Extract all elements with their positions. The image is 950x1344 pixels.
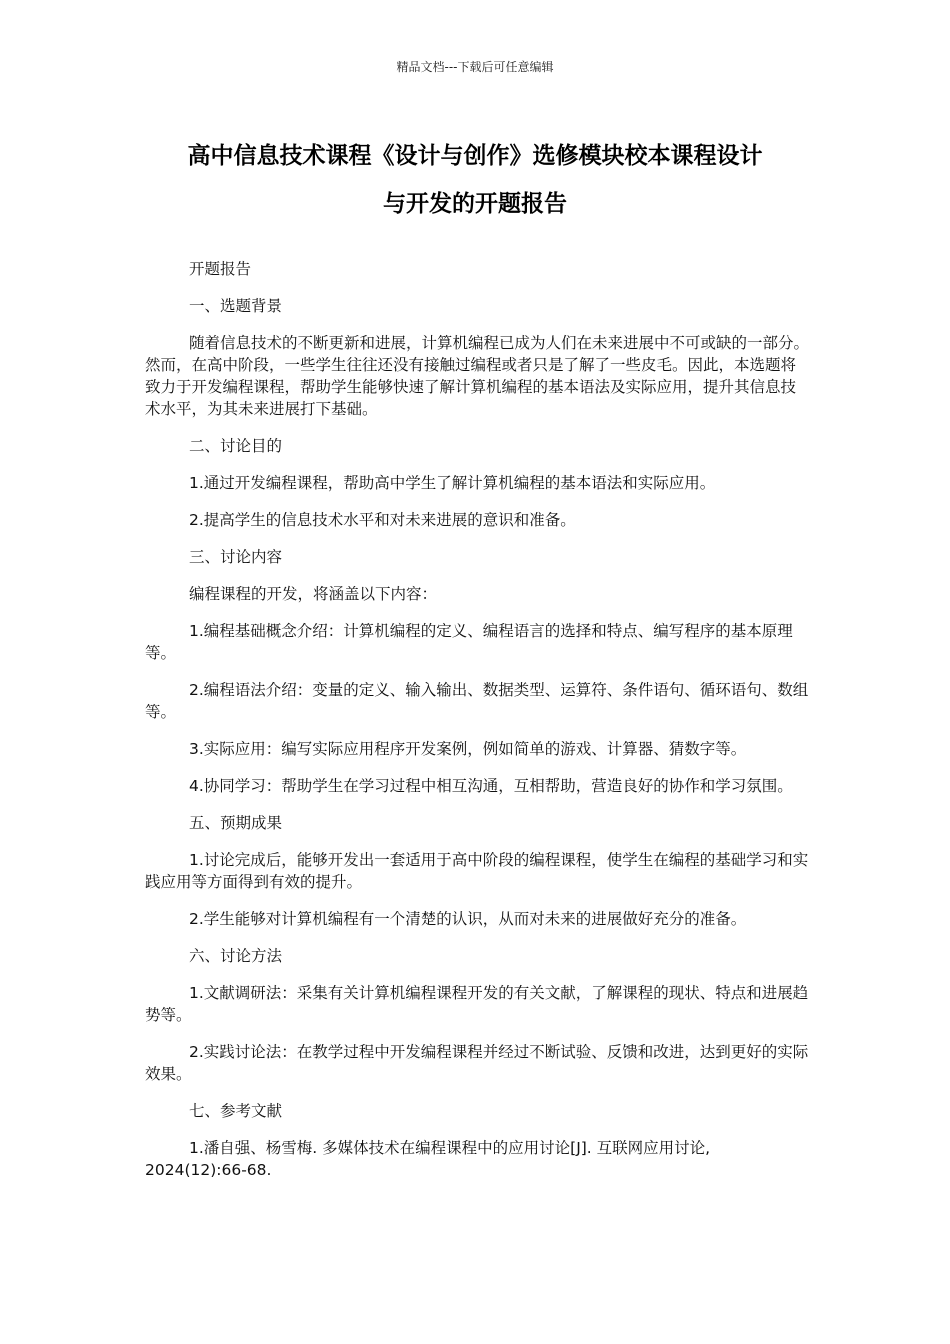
paragraph-outcome-2: 2.学生能够对计算机编程有一个清楚的认识，从而对未来的进展做好充分的准备。 [189, 910, 747, 928]
paragraph-background: 随着信息技术的不断更新和进展，计算机编程已成为人们在未来进展中不可或缺的一部分。然而，在高中阶段，一些学生往往还没有接触过编程或者只是了解了一些皮毛。因此，本选题将致力于开发编程课程，帮助学生能够快速了解计算机编程的基本语法及实际应用，提升其信息技术水平，为其未来进展打下基础。 [145, 334, 810, 418]
paragraph-purpose-1: 1.通过开发编程课程，帮助高中学生了解计算机编程的基本语法和实际应用。 [189, 474, 716, 492]
title-line-2: 与开发的开题报告 [383, 191, 567, 217]
section-heading-methods: 六、讨论方法 [189, 947, 283, 965]
paragraph-outcome-1: 1.讨论完成后，能够开发出一套适用于高中阶段的编程课程，使学生在编程的基础学习和实践应用等方面得到有效的提升。 [145, 851, 809, 891]
report-label: 开题报告 [189, 260, 252, 278]
paragraph-content-3: 3.实际应用：编写实际应用程序开发案例，例如简单的游戏、计算器、猜数字等。 [189, 740, 747, 758]
paragraph-content-1: 1.编程基础概念介绍：计算机编程的定义、编程语言的选择和特点、编写程序的基本原理等。 [145, 622, 793, 662]
paragraph-content-intro: 编程课程的开发，将涵盖以下内容： [189, 585, 438, 603]
paragraph-content-4: 4.协同学习：帮助学生在学习过程中相互沟通，互相帮助，营造良好的协作和学习氛围。 [189, 777, 793, 795]
document-title [120, 132, 830, 228]
section-heading-purpose: 二、讨论目的 [189, 437, 283, 455]
title-line-1: 高中信息技术课程《设计与创作》选修模块校本课程设计 [187, 143, 763, 169]
section-heading-outcomes: 五、预期成果 [189, 814, 283, 832]
section-heading-content: 三、讨论内容 [189, 548, 283, 566]
paragraph-method-1: 1.文献调研法：采集有关计算机编程课程开发的有关文献，了解课程的现状、特点和进展趋势等。 [145, 984, 809, 1024]
reference-item-1: 1.潘自强、杨雪梅. 多媒体技术在编程课程中的应用讨论[J]. 互联网应用讨论, 2024(12):66-68. [145, 1139, 711, 1179]
paragraph-content-2: 2.编程语法介绍：变量的定义、输入输出、数据类型、运算符、条件语句、循环语句、数组等。 [145, 681, 809, 721]
document-body [145, 258, 810, 1196]
section-heading-background: 一、选题背景 [189, 297, 283, 315]
paragraph-purpose-2: 2.提高学生的信息技术水平和对未来进展的意识和准备。 [189, 511, 576, 529]
paragraph-method-2: 2.实践讨论法：在教学过程中开发编程课程并经过不断试验、反馈和改进，达到更好的实际效果。 [145, 1043, 809, 1083]
section-heading-references: 七、参考文献 [189, 1102, 283, 1120]
header-note: 精品文档---下载后可任意编辑 [396, 60, 554, 74]
